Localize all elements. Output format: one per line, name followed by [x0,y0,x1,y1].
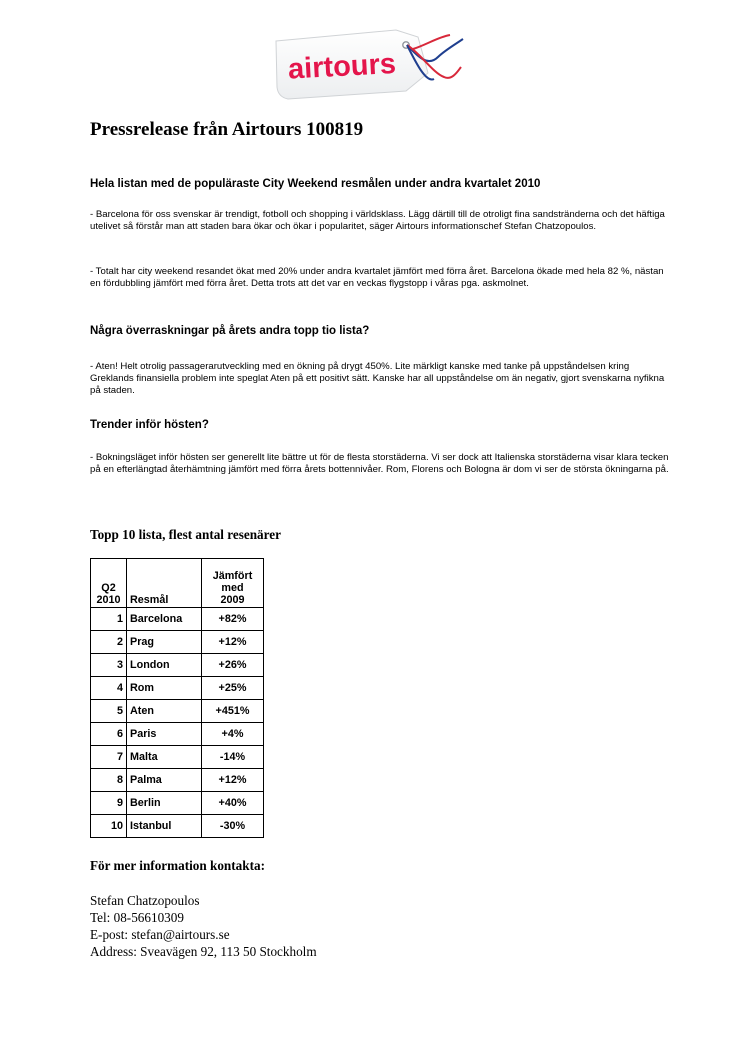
table-row [91,654,264,677]
cell-destination: Paris [127,723,202,746]
cell-rank: 7 [91,746,127,769]
cell-change: +40% [202,792,264,815]
airtours-logo [268,27,468,103]
trends-paragraph: - Bokningsläget inför hösten ser generellt lite bättre ut för de flesta storstäderna. Vi ser dock att Italienska storstäderna visar klara tecken på en efterlängtad återhämtning jämfört med förra årets bottennivåer. Rom, Florens och Bologna är dom vi ser de största ökningarna på. [90,452,669,475]
surprises-paragraph: - Aten! Helt otrolig passagerarutveckling med en ökning på drygt 450%. Lite märkligt kanske med tanke på uppståndelsen kring Greklands finansiella problem inte speglat Aten på ett positivt sätt. Kanske har all uppståndelse om än negativ, gjort svenskarna nyfikna på staden. [90,361,665,396]
table-row [91,815,264,838]
cell-destination: Prag [127,631,202,654]
contact-name: Stefan Chatzopoulos [90,893,200,908]
cell-rank: 2 [91,631,127,654]
logo-wordmark: airtours [287,47,397,86]
cell-rank: 1 [91,608,127,631]
table-row [91,723,264,746]
cell-change: +12% [202,769,264,792]
cell-destination: Aten [127,700,202,723]
table-row [91,700,264,723]
table-row [91,769,264,792]
paragraph-barcelona: - Barcelona för oss svenskar är trendigt, fotboll och shopping i världsklass. Lägg därtill till de otroligt fina sandstränderna och det häftiga utelivet så förstår man att staden bara ökar och ökar i popularitet, säger Airtours informationschef Stefan Chatzopoulos. [90,209,665,232]
column-header-comparison: Jämfört med 2009 [202,559,264,608]
cell-destination: London [127,654,202,677]
cell-change: +25% [202,677,264,700]
table-row [91,746,264,769]
cell-change: +82% [202,608,264,631]
cell-destination: Barcelona [127,608,202,631]
cell-rank: 5 [91,700,127,723]
table-row [91,792,264,815]
contact-block [90,892,317,960]
cell-rank: 6 [91,723,127,746]
column-header-quarter: Q2 2010 [91,559,127,608]
cell-change: -14% [202,746,264,769]
page-title: Pressrelease från Airtours 100819 [90,119,364,140]
table-row [91,631,264,654]
cell-rank: 9 [91,792,127,815]
cell-rank: 4 [91,677,127,700]
cell-change: -30% [202,815,264,838]
table-row [91,677,264,700]
cell-change: +12% [202,631,264,654]
contact-heading: För mer information kontakta: [90,858,265,873]
contact-email: E-post: stefan@airtours.se [90,927,230,942]
column-header-destination: Resmål [127,559,202,608]
paragraph-total: - Totalt har city weekend resandet ökat med 20% under andra kvartalet jämfört med förra året. Barcelona ökade med hela 82 %, nästan en fördubbling jämfört med förra året. Detta trots att det var en veckas flygstopp i våras pga. askmolnet. [90,266,664,289]
top10-table [90,558,264,838]
cell-change: +451% [202,700,264,723]
cell-destination: Rom [127,677,202,700]
table-header-row [91,559,264,608]
trends-heading: Trender inför hösten? [90,419,209,431]
cell-destination: Istanbul [127,815,202,838]
cell-change: +26% [202,654,264,677]
contact-address: Address: Sveavägen 92, 113 50 Stockholm [90,944,317,959]
contact-phone: Tel: 08-56610309 [90,910,184,925]
cell-destination: Berlin [127,792,202,815]
cell-rank: 10 [91,815,127,838]
top10-title: Topp 10 lista, flest antal resenärer [90,527,281,542]
cell-rank: 3 [91,654,127,677]
main-heading: Hela listan med de populäraste City Weekend resmålen under andra kvartalet 2010 [90,178,541,190]
table-row [91,608,264,631]
cell-change: +4% [202,723,264,746]
cell-destination: Palma [127,769,202,792]
cell-destination: Malta [127,746,202,769]
cell-rank: 8 [91,769,127,792]
surprises-heading: Några överraskningar på årets andra topp tio lista? [90,325,370,337]
